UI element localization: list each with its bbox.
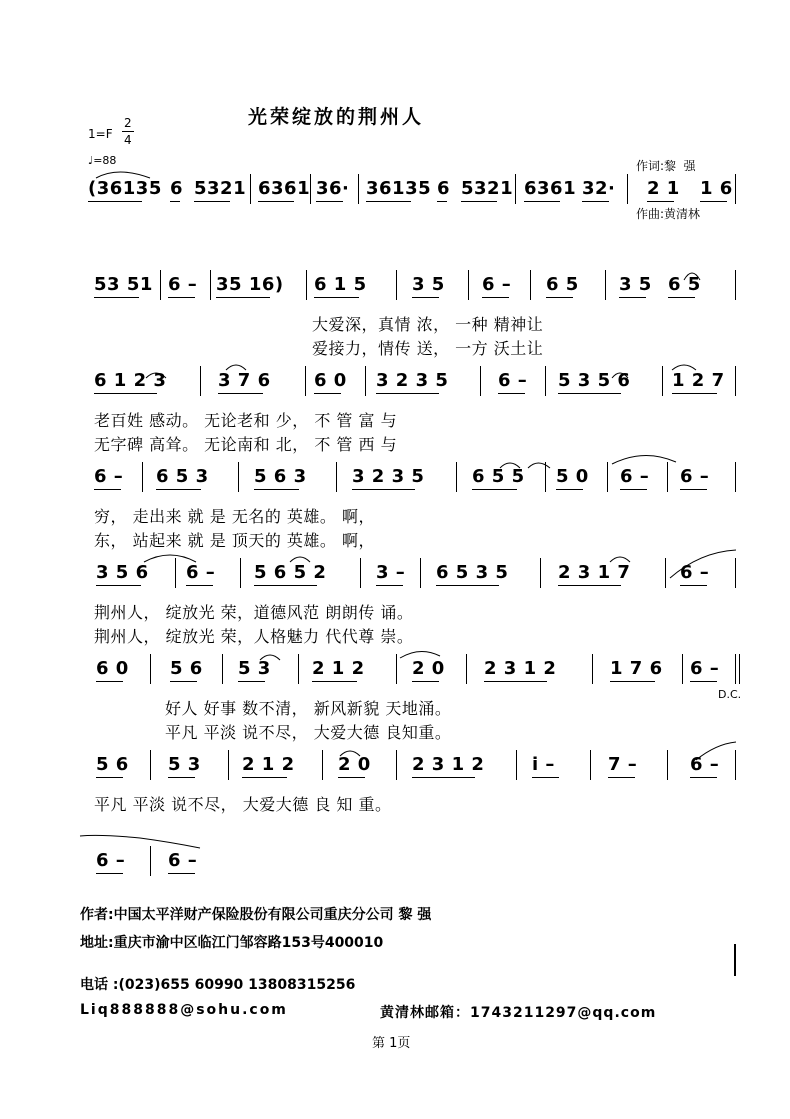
note-group: 6361 — [258, 178, 311, 199]
note-group: 6 – — [690, 658, 720, 679]
note-group: 5 6 — [170, 658, 203, 679]
note-group: 6 5 5 — [472, 466, 525, 487]
note-group: 6 1 5 — [314, 274, 367, 295]
author-info: 作者:中国太平洋财产保险股份有限公司重庆分公司 黎 强 — [80, 907, 432, 923]
lyric-line: 爱接力，情传 送， 一方 沃土让 — [312, 339, 544, 358]
note-group: 53 51 — [94, 274, 153, 295]
note-group: 6 1 2 3 — [94, 370, 167, 391]
note-group: i – — [532, 754, 555, 775]
note-group: 1 6 — [700, 178, 733, 199]
final-barline — [734, 944, 736, 976]
note-group: 1 2 7 — [672, 370, 725, 391]
note-group: 5 0 — [556, 466, 589, 487]
note-group: 2 1 2 — [242, 754, 295, 775]
note-group: (36135 — [88, 178, 162, 199]
key-signature: 1=F — [88, 127, 113, 141]
note-group: 6 5 — [668, 274, 701, 295]
email-composer[interactable]: 黄清林邮箱：1743211297@qq.com — [380, 1005, 657, 1021]
note-group: 5321 — [194, 178, 247, 199]
note-group: 6 – — [482, 274, 512, 295]
note-group: 5 6 3 — [254, 466, 307, 487]
tempo-marking: ♩=88 — [88, 154, 117, 167]
lyric-line: 荆州人， 绽放光 荣，人格魅力 代代尊 崇。 — [94, 627, 414, 646]
note-group: 2 3 1 7 — [558, 562, 631, 583]
note-group: 6 – — [168, 274, 198, 295]
note-group: 6 – — [168, 850, 198, 871]
note-group: 2 0 — [412, 658, 445, 679]
note-group: 35 16) — [216, 274, 284, 295]
note-group: 6 0 — [96, 658, 129, 679]
lyric-line: 平凡 平淡 说不尽， 大爱大德 良 知 重。 — [94, 795, 392, 814]
song-title: 光荣绽放的荆州人 — [248, 106, 425, 128]
note-group: 32· — [582, 178, 616, 199]
note-group: 5 3 — [168, 754, 201, 775]
note-group: 3 – — [376, 562, 406, 583]
note-group: 3 2 3 5 — [352, 466, 425, 487]
note-group: 7 – — [608, 754, 638, 775]
note-group: 6 0 — [314, 370, 347, 391]
note-group: 6 – — [94, 466, 124, 487]
note-group: 2 3 1 2 — [412, 754, 485, 775]
note-group: 36· — [316, 178, 350, 199]
time-signature-numerator: 2 — [124, 116, 132, 130]
lyric-line: 穷， 走出来 就 是 无名的 英雄。 啊， — [94, 507, 376, 526]
note-group: 2 3 1 2 — [484, 658, 557, 679]
note-group: 5 3 5 6 — [558, 370, 631, 391]
note-group: 6 – — [186, 562, 216, 583]
lyric-line: 无字碑 高耸。 无论南和 北， 不 管 西 与 — [94, 435, 398, 454]
note-group: 5 6 5 2 — [254, 562, 327, 583]
email-link[interactable]: Liq888888@sohu.com — [80, 1002, 288, 1018]
note-group: 6 — [437, 178, 451, 199]
lyricist: 作词:黎 强 — [636, 159, 696, 173]
page-number: 第 1页 — [372, 1036, 411, 1051]
note-group: 3 5 — [412, 274, 445, 295]
note-group: 6 – — [96, 850, 126, 871]
address-info: 地址:重庆市渝中区临江门邹容路153号400010 — [80, 935, 384, 951]
note-group: 6 – — [620, 466, 650, 487]
note-group: 6361 — [524, 178, 577, 199]
note-group: 6 5 3 5 — [436, 562, 509, 583]
lyric-line: 东， 站起来 就 是 顶天的 英雄。 啊， — [94, 531, 376, 550]
lyric-line: 老百姓 感动。 无论老和 少， 不 管 富 与 — [94, 411, 398, 430]
note-group: 2 1 — [647, 178, 680, 199]
lyric-line: 好人 好事 数不清， 新风新貌 天地涌。 — [165, 699, 452, 718]
time-signature-denominator: 4 — [124, 133, 132, 147]
note-group: 2 1 2 — [312, 658, 365, 679]
note-group: 6 – — [680, 466, 710, 487]
phone-info: 电话 :(023)655 60990 13808315256 — [80, 977, 356, 993]
note-group: 6 – — [690, 754, 720, 775]
lyric-line: 荆州人， 绽放光 荣，道德风范 朗朗传 诵。 — [94, 603, 414, 622]
composer: 作曲:黄清林 — [636, 207, 701, 221]
note-group: 2 0 — [338, 754, 371, 775]
da-capo-marking: D.C. — [718, 688, 742, 701]
note-group: 1 7 6 — [610, 658, 663, 679]
note-group: 6 5 — [546, 274, 579, 295]
note-group: 3 2 3 5 — [376, 370, 449, 391]
note-group: 36135 — [366, 178, 432, 199]
note-group: 3 5 — [619, 274, 652, 295]
note-group: 5 6 — [96, 754, 129, 775]
note-group: 6 – — [680, 562, 710, 583]
lyric-line: 平凡 平淡 说不尽， 大爱大德 良知重。 — [165, 723, 452, 742]
note-group: 6 — [170, 178, 184, 199]
note-group: 6 – — [498, 370, 528, 391]
note-group: 3 5 6 — [96, 562, 149, 583]
note-group: 6 5 3 — [156, 466, 209, 487]
note-group: 5321 — [461, 178, 514, 199]
lyric-line: 大爱深，真情 浓， 一种 精神让 — [312, 315, 544, 334]
note-group: 3 7 6 — [218, 370, 271, 391]
note-group: 5 3 — [238, 658, 271, 679]
